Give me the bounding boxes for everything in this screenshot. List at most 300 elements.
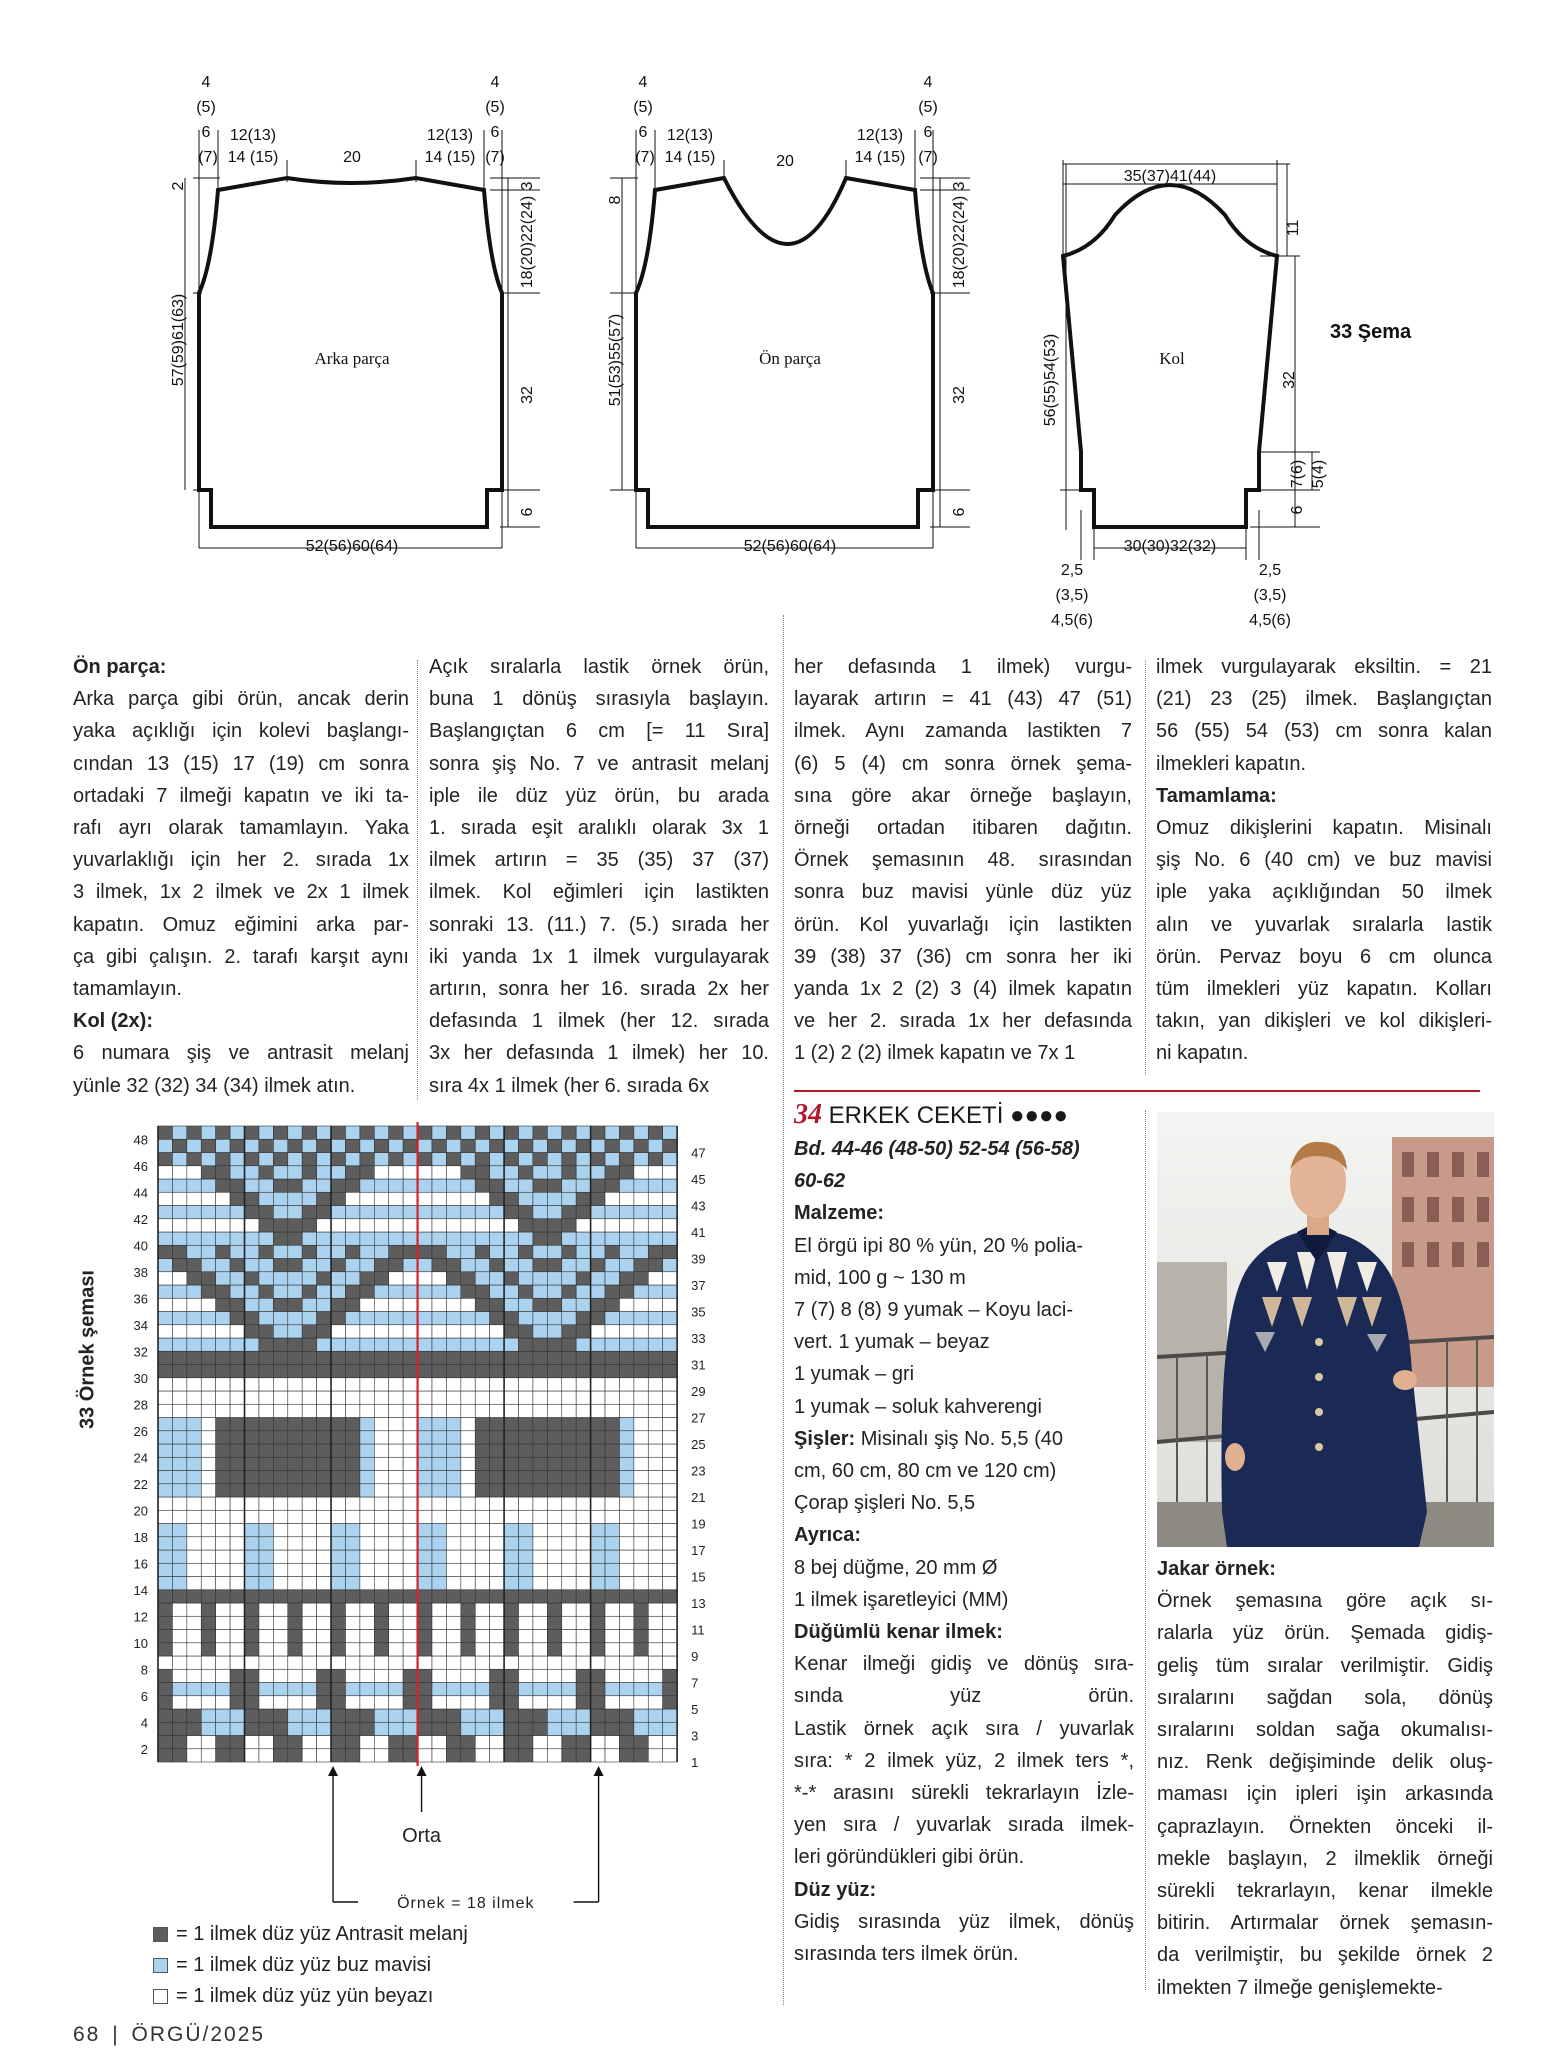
chart-cell — [663, 1418, 677, 1431]
chart-cell — [230, 1404, 244, 1417]
chart-cell — [446, 1418, 460, 1431]
chart-cell — [317, 1656, 331, 1669]
chart-cell — [317, 1219, 331, 1232]
svg-text:18(20)22(24): 18(20)22(24) — [519, 195, 536, 289]
chart-cell — [317, 1722, 331, 1735]
chart-cell — [446, 1206, 460, 1219]
chart-cell — [302, 1722, 316, 1735]
chart-cell — [490, 1166, 504, 1179]
chart-cell — [245, 1563, 259, 1576]
chart-cell — [389, 1312, 403, 1325]
chart-cell — [591, 1418, 605, 1431]
chart-cell — [158, 1630, 172, 1643]
chart-cell — [317, 1484, 331, 1497]
chart-cell — [331, 1166, 345, 1179]
chart-cell — [418, 1497, 432, 1510]
chart-cell — [605, 1537, 619, 1550]
chart-cell — [403, 1497, 417, 1510]
chart-cell — [317, 1630, 331, 1643]
text-line: Örnek şemasının 48. sırasından — [794, 849, 1132, 872]
chart-cell — [302, 1444, 316, 1457]
chart-cell — [605, 1643, 619, 1656]
chart-cell — [475, 1471, 489, 1484]
svg-text:2,5: 2,5 — [1060, 562, 1084, 579]
chart-cell — [345, 1457, 359, 1470]
text-line: iple ile düz yüz örün, bu arada — [429, 784, 769, 807]
chart-cell — [374, 1298, 388, 1311]
chart-cell — [245, 1245, 259, 1258]
chart-cell — [245, 1232, 259, 1245]
chart-cell — [331, 1431, 345, 1444]
chart-cell — [634, 1537, 648, 1550]
row-label-odd: 19 — [691, 1516, 706, 1532]
chart-cell — [403, 1325, 417, 1338]
chart-cell — [389, 1630, 403, 1643]
chart-cell — [418, 1749, 432, 1762]
chart-cell — [648, 1709, 662, 1722]
chart-cell — [605, 1166, 619, 1179]
chart-cell — [519, 1736, 533, 1749]
chart-cell — [490, 1312, 504, 1325]
chart-cell — [245, 1603, 259, 1616]
chart-cell — [201, 1550, 215, 1563]
chart-cell — [273, 1285, 287, 1298]
chart-cell — [504, 1404, 518, 1417]
chart-cell — [216, 1206, 230, 1219]
chart-cell — [591, 1524, 605, 1537]
chart-cell — [273, 1563, 287, 1576]
chart-cell — [519, 1709, 533, 1722]
chart-cell — [475, 1338, 489, 1351]
chart-cell — [245, 1206, 259, 1219]
chart-cell — [446, 1696, 460, 1709]
svg-text:(5): (5) — [918, 99, 938, 116]
chart-cell — [533, 1351, 547, 1364]
chart-cell — [360, 1510, 374, 1523]
chart-cell — [216, 1630, 230, 1643]
chart-cell — [389, 1219, 403, 1232]
chart-cell — [360, 1471, 374, 1484]
chart-cell — [360, 1643, 374, 1656]
chart-cell — [259, 1298, 273, 1311]
chart-cell — [403, 1298, 417, 1311]
chart-cell — [475, 1563, 489, 1576]
chart-cell — [619, 1550, 633, 1563]
chart-cell — [216, 1497, 230, 1510]
chart-cell — [619, 1391, 633, 1404]
svg-text:14 (15): 14 (15) — [227, 149, 279, 166]
chart-cell — [302, 1192, 316, 1205]
row-label-even: 28 — [133, 1397, 148, 1413]
row-label-even: 22 — [133, 1476, 148, 1492]
chart-cell — [317, 1259, 331, 1272]
chart-cell — [619, 1722, 633, 1735]
chart-cell — [360, 1749, 374, 1762]
chart-cell — [187, 1484, 201, 1497]
chart-cell — [475, 1232, 489, 1245]
chart-cell — [403, 1272, 417, 1285]
chart-cell — [360, 1166, 374, 1179]
chart-cell — [302, 1378, 316, 1391]
chart-cell — [504, 1683, 518, 1696]
chart-cell — [331, 1471, 345, 1484]
chart-cell — [345, 1590, 359, 1603]
chart-cell — [605, 1444, 619, 1457]
text-column-3 — [794, 651, 1132, 1070]
chart-cell — [201, 1153, 215, 1166]
chart-cell — [576, 1471, 590, 1484]
chart-cell — [663, 1749, 677, 1762]
chart-cell — [273, 1338, 287, 1351]
chart-cell — [576, 1696, 590, 1709]
chart-cell — [259, 1669, 273, 1682]
chart-cell — [273, 1206, 287, 1219]
chart-cell — [432, 1431, 446, 1444]
chart-cell — [475, 1272, 489, 1285]
row-label-odd: 35 — [691, 1304, 706, 1320]
chart-cell — [273, 1351, 287, 1364]
chart-cell — [533, 1192, 547, 1205]
chart-cell — [403, 1656, 417, 1669]
chart-cell — [591, 1616, 605, 1629]
chart-cell — [389, 1245, 403, 1258]
chart-cell — [634, 1550, 648, 1563]
chart-cell — [345, 1683, 359, 1696]
chart-cell — [273, 1736, 287, 1749]
heading-front: Ön parça: — [73, 656, 167, 678]
row-label-odd: 37 — [691, 1278, 706, 1293]
chart-cell — [187, 1630, 201, 1643]
chart-cell — [475, 1245, 489, 1258]
chart-cell — [345, 1616, 359, 1629]
svg-text:51(53)55(57): 51(53)55(57) — [607, 313, 624, 407]
chart-cell — [158, 1166, 172, 1179]
chart-cell — [432, 1206, 446, 1219]
chart-cell — [259, 1153, 273, 1166]
chart-cell — [201, 1338, 215, 1351]
chart-cell — [504, 1153, 518, 1166]
chart-cell — [562, 1153, 576, 1166]
chart-cell — [201, 1285, 215, 1298]
chart-cell — [389, 1206, 403, 1219]
chart-cell — [418, 1709, 432, 1722]
chart-cell — [504, 1312, 518, 1325]
chart-cell — [360, 1484, 374, 1497]
chart-cell — [201, 1139, 215, 1152]
text-line: 1. sırada eşit aralıklı olarak 3x 1 — [429, 817, 769, 840]
chart-cell — [562, 1259, 576, 1272]
chart-cell — [230, 1669, 244, 1682]
chart-cell — [259, 1245, 273, 1258]
chart-cell — [562, 1524, 576, 1537]
chart-cell — [389, 1722, 403, 1735]
chart-cell — [504, 1298, 518, 1311]
chart-cell — [461, 1471, 475, 1484]
chart-cell — [533, 1298, 547, 1311]
chart-cell — [432, 1153, 446, 1166]
chart-cell — [576, 1272, 590, 1285]
chart-cell — [605, 1749, 619, 1762]
chart-cell — [619, 1404, 633, 1417]
chart-cell — [461, 1259, 475, 1272]
chart-cell — [158, 1259, 172, 1272]
chart-cell — [461, 1338, 475, 1351]
chart-cell — [345, 1206, 359, 1219]
chart-cell — [663, 1192, 677, 1205]
chart-cell — [245, 1285, 259, 1298]
chart-cell — [201, 1179, 215, 1192]
chart-cell — [432, 1232, 446, 1245]
chart-cell — [331, 1736, 345, 1749]
chart-cell — [576, 1656, 590, 1669]
chart-cell — [389, 1404, 403, 1417]
chart-cell — [374, 1577, 388, 1590]
chart-cell — [648, 1643, 662, 1656]
chart-cell — [475, 1550, 489, 1563]
chart-cell — [562, 1391, 576, 1404]
svg-text:32: 32 — [519, 386, 536, 404]
chart-cell — [504, 1524, 518, 1537]
chart-cell — [187, 1749, 201, 1762]
chart-cell — [216, 1709, 230, 1722]
chart-cell — [461, 1577, 475, 1590]
chart-cell — [547, 1272, 561, 1285]
chart-cell — [432, 1219, 446, 1232]
chart-cell — [461, 1457, 475, 1470]
chart-cell — [345, 1577, 359, 1590]
chart-cell — [663, 1444, 677, 1457]
chart-cell — [519, 1537, 533, 1550]
chart-cell — [519, 1643, 533, 1656]
chart-cell — [461, 1166, 475, 1179]
chart-cell — [533, 1550, 547, 1563]
chart-cell — [605, 1325, 619, 1338]
text-line: şiş No. 6 (40 cm) ve buz mavisi — [1156, 849, 1492, 872]
chart-cell — [475, 1656, 489, 1669]
chart-cell — [288, 1378, 302, 1391]
chart-cell — [619, 1709, 633, 1722]
chart-cell — [547, 1312, 561, 1325]
text-line: yünle 32 (32) 34 (34) ilmek atın. — [73, 1074, 356, 1097]
chart-cell — [273, 1656, 287, 1669]
chart-cell — [331, 1577, 345, 1590]
chart-cell — [619, 1524, 633, 1537]
row-label-even: 26 — [133, 1423, 148, 1439]
chart-cell — [403, 1245, 417, 1258]
chart-cell — [374, 1139, 388, 1152]
chart-cell — [519, 1232, 533, 1245]
chart-cell — [331, 1312, 345, 1325]
pattern-34-column — [794, 1098, 1134, 1970]
chart-cell — [158, 1457, 172, 1470]
chart-cell — [259, 1285, 273, 1298]
chart-cell — [216, 1325, 230, 1338]
chart-cell — [360, 1272, 374, 1285]
chart-cell — [302, 1484, 316, 1497]
chart-cell — [288, 1312, 302, 1325]
chart-cell — [634, 1603, 648, 1616]
chart-cell — [172, 1391, 186, 1404]
chart-cell — [345, 1404, 359, 1417]
chart-cell — [172, 1312, 186, 1325]
chart-cell — [605, 1153, 619, 1166]
chart-cell — [605, 1351, 619, 1364]
chart-cell — [216, 1139, 230, 1152]
column-divider — [783, 615, 784, 2005]
chart-cell — [273, 1722, 287, 1735]
chart-cell — [187, 1139, 201, 1152]
chart-cell — [504, 1550, 518, 1563]
chart-cell — [403, 1603, 417, 1616]
chart-cell — [331, 1603, 345, 1616]
chart-cell — [245, 1722, 259, 1735]
chart-cell — [490, 1590, 504, 1603]
chart-cell — [259, 1126, 273, 1139]
chart-cell — [201, 1206, 215, 1219]
chart-cell — [345, 1325, 359, 1338]
sleeve-cast-on — [73, 1037, 409, 1101]
chart-cell — [273, 1444, 287, 1457]
chart-cell — [648, 1736, 662, 1749]
chart-cell — [273, 1365, 287, 1378]
svg-text:20: 20 — [343, 149, 361, 166]
chart-cell — [360, 1378, 374, 1391]
chart-cell — [158, 1325, 172, 1338]
legend-label-blue: = 1 ilmek düz yüz buz mavisi — [176, 1954, 432, 1976]
chart-cell — [547, 1126, 561, 1139]
chart-cell — [216, 1365, 230, 1378]
chart-cell — [634, 1643, 648, 1656]
chart-cell — [634, 1577, 648, 1590]
chart-cell — [446, 1722, 460, 1735]
chart-cell — [605, 1497, 619, 1510]
chart-cell — [345, 1696, 359, 1709]
chart-cell — [201, 1365, 215, 1378]
chart-cell — [374, 1166, 388, 1179]
chart-cell — [172, 1219, 186, 1232]
chart-cell — [317, 1444, 331, 1457]
chart-cell — [547, 1206, 561, 1219]
chart-cell — [547, 1444, 561, 1457]
chart-cell — [317, 1325, 331, 1338]
chart-cell — [302, 1285, 316, 1298]
chart-cell — [403, 1259, 417, 1272]
chart-cell — [302, 1656, 316, 1669]
chart-cell — [648, 1656, 662, 1669]
chart-cell — [389, 1444, 403, 1457]
chart-cell — [331, 1510, 345, 1523]
chart-cell — [648, 1683, 662, 1696]
chart-cell — [345, 1338, 359, 1351]
chart-cell — [418, 1563, 432, 1576]
chart-cell — [418, 1510, 432, 1523]
chart-cell — [374, 1630, 388, 1643]
chart-cell — [374, 1338, 388, 1351]
chart-cell — [389, 1418, 403, 1431]
chart-cell — [403, 1338, 417, 1351]
chart-cell — [403, 1616, 417, 1629]
chart-cell — [201, 1749, 215, 1762]
chart-cell — [432, 1510, 446, 1523]
chart-cell — [446, 1630, 460, 1643]
chart-cell — [230, 1431, 244, 1444]
chart-cell — [619, 1656, 633, 1669]
chart-cell — [345, 1365, 359, 1378]
chart-cell — [461, 1656, 475, 1669]
chart-cell — [519, 1391, 533, 1404]
front-piece-label: Ön parça — [759, 349, 821, 368]
chart-cell — [360, 1563, 374, 1576]
chart-cell — [634, 1630, 648, 1643]
chart-cell — [591, 1272, 605, 1285]
chart-cell — [432, 1285, 446, 1298]
chart-cell — [634, 1484, 648, 1497]
chart-cell — [634, 1696, 648, 1709]
chart-cell — [201, 1219, 215, 1232]
chart-cell — [432, 1696, 446, 1709]
svg-text:14 (15): 14 (15) — [664, 149, 716, 166]
chart-cell — [345, 1630, 359, 1643]
chart-cell — [576, 1139, 590, 1152]
chart-cell — [547, 1285, 561, 1298]
repeat-end-arrow-head — [594, 1766, 604, 1776]
chart-cell — [634, 1736, 648, 1749]
chart-cell — [461, 1696, 475, 1709]
chart-cell — [158, 1418, 172, 1431]
chart-cell — [374, 1351, 388, 1364]
chart-cell — [273, 1471, 287, 1484]
chart-cell — [230, 1192, 244, 1205]
text-line: Gidiş sırasında yüz ilmek, dönüş — [794, 1910, 1134, 1933]
chart-cell — [201, 1378, 215, 1391]
chart-cell — [374, 1603, 388, 1616]
row-label-even: 14 — [133, 1582, 148, 1598]
chart-cell — [158, 1683, 172, 1696]
chart-cell — [663, 1206, 677, 1219]
chart-cell — [230, 1325, 244, 1338]
row-label-odd: 11 — [691, 1622, 705, 1638]
chart-cell — [317, 1537, 331, 1550]
chart-cell — [245, 1219, 259, 1232]
chart-cell — [403, 1749, 417, 1762]
chart-cell — [663, 1298, 677, 1311]
chart-cell — [519, 1577, 533, 1590]
chart-cell — [533, 1365, 547, 1378]
chart-cell — [634, 1669, 648, 1682]
chart-cell — [403, 1179, 417, 1192]
chart-cell — [187, 1537, 201, 1550]
chart-cell — [504, 1722, 518, 1735]
svg-text:6: 6 — [519, 507, 536, 517]
chart-cell — [374, 1749, 388, 1762]
chart-cell — [562, 1285, 576, 1298]
chart-cell — [389, 1749, 403, 1762]
chart-cell — [490, 1444, 504, 1457]
heading-material: Malzeme: — [794, 1202, 885, 1225]
chart-cell — [216, 1179, 230, 1192]
svg-text:14 (15): 14 (15) — [854, 149, 906, 166]
chart-cell — [663, 1722, 677, 1735]
chart-cell — [475, 1259, 489, 1272]
chart-cell — [446, 1365, 460, 1378]
chart-cell — [663, 1351, 677, 1364]
text-line: sıralarını sağdan sola, dönüş — [1157, 1686, 1493, 1709]
chart-cell — [374, 1457, 388, 1470]
chart-cell — [605, 1457, 619, 1470]
chart-cell — [605, 1550, 619, 1563]
chart-cell — [648, 1285, 662, 1298]
chart-cell — [230, 1603, 244, 1616]
